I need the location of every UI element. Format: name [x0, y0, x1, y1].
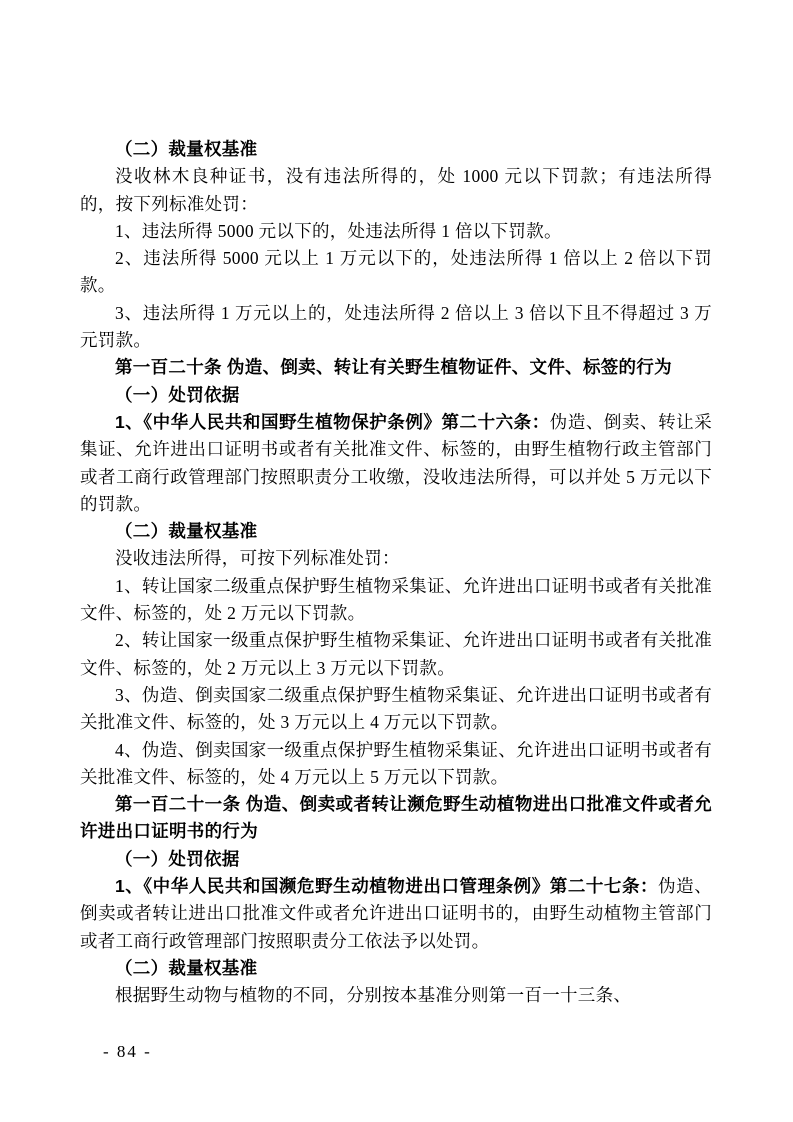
text-segment: 根据野生动物与植物的不同，分别按本基准分则第一百一十三条、	[115, 985, 632, 1006]
text-segment: 伪造、倒卖或者转让进出口批准文件或者允许进出口证明书的，由野生动植物主管部门或者工商行政管理部门按照职责分工依法予以处罚。	[80, 876, 712, 951]
text-segment: （一）处罚依据	[115, 384, 240, 405]
text-segment: 4、伪造、倒卖国家一级重点保护野生植物采集证、允许进出口证明书或者有关批准文件、标签的，处 4 万元以上 5 万元以下罚款。	[80, 739, 712, 787]
paragraph	[80, 737, 712, 792]
paragraph	[80, 218, 712, 245]
page-number: - 84 -	[103, 1042, 152, 1061]
text-segment: （二）裁量权基准	[115, 521, 258, 542]
paragraph	[80, 545, 712, 572]
text-segment: 2、违法所得 5000 元以上 1 万元以下的，处违法所得 1 倍以上 2 倍以下罚款。	[80, 248, 712, 296]
sub-heading	[80, 136, 712, 163]
text-segment: 没收林木良种证书，没有违法所得的，处 1000 元以下罚款；有违法所得的，按下列标准处罚：	[80, 166, 712, 214]
sub-heading	[80, 846, 712, 873]
paragraph	[80, 300, 712, 355]
text-segment: 第一百二十一条 伪造、倒卖或者转让濒危野生动植物进出口批准文件或者允许进出口证明书的行为	[80, 794, 712, 842]
sub-heading	[80, 955, 712, 982]
text-segment: 1、《中华人民共和国野生植物保护条例》第二十六条：	[115, 411, 550, 432]
document-body	[80, 136, 712, 1010]
sub-heading	[80, 382, 712, 409]
text-segment: 3、违法所得 1 万元以上的，处违法所得 2 倍以上 3 倍以下且不得超过 3 万元罚款。	[80, 302, 712, 351]
paragraph	[80, 573, 712, 628]
text-segment: （二）裁量权基准	[115, 139, 258, 159]
text-segment: 伪造、倒卖、转让采集证、允许进出口证明书或者有关批准文件、标签的，由野生植物行政主管部门或者工商行政管理部门按照职责分工收缴，没收违法所得，可以并处 5 万元以下的罚款。	[80, 411, 712, 514]
article-heading	[80, 354, 712, 381]
text-segment: 1、转让国家二级重点保护野生植物采集证、允许进出口证明书或者有关批准文件、标签的，处 2 万元以下罚款。	[80, 575, 712, 624]
paragraph	[80, 627, 712, 682]
sub-heading	[80, 518, 712, 545]
paragraph	[80, 409, 712, 518]
text-segment: 第一百二十条 伪造、倒卖、转让有关野生植物证件、文件、标签的行为	[115, 357, 672, 378]
text-segment: 1、《中华人民共和国濒危野生动植物进出口管理条例》第二十七条：	[115, 876, 659, 897]
paragraph	[80, 682, 712, 737]
paragraph	[80, 163, 712, 218]
paragraph	[80, 245, 712, 300]
text-segment: 3、伪造、倒卖国家二级重点保护野生植物采集证、允许进出口证明书或者有关批准文件、标签的，处 3 万元以上 4 万元以下罚款。	[80, 684, 712, 733]
text-segment: 1、违法所得 5000 元以下的，处违法所得 1 倍以下罚款。	[115, 220, 562, 241]
paragraph	[80, 982, 712, 1009]
text-segment: （二）裁量权基准	[115, 957, 258, 978]
paragraph	[80, 873, 712, 955]
text-segment: 2、转让国家一级重点保护野生植物采集证、允许进出口证明书或者有关批准文件、标签的，处 2 万元以上 3 万元以下罚款。	[80, 630, 712, 678]
text-segment: 没收违法所得，可按下列标准处罚：	[115, 548, 400, 569]
article-heading	[80, 791, 712, 846]
text-segment: （一）处罚依据	[115, 848, 240, 869]
